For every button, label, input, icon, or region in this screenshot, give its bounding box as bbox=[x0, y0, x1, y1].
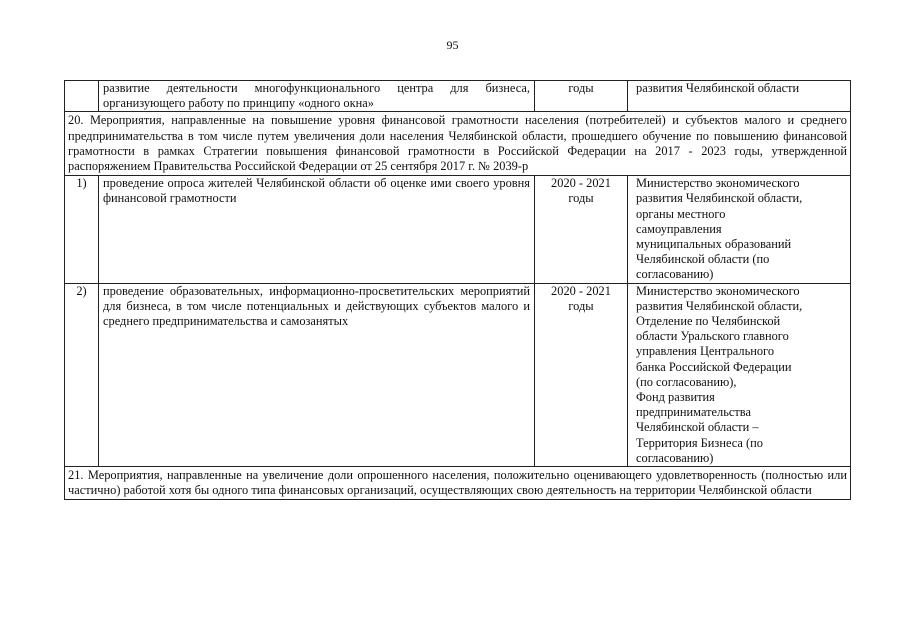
measure-description: проведение образовательных, информационно-просветительских мероприятий для бизнеса, в том числе потенциальных и действующих субъектов малого и среднего предпринимательства и самозанятых bbox=[99, 283, 535, 466]
executor-line: муниципальных образований bbox=[636, 237, 792, 252]
executor-line: Территория Бизнеса (по bbox=[636, 435, 763, 450]
executor-line: согласованию) bbox=[636, 267, 714, 282]
measure-period bbox=[535, 283, 628, 466]
executor-line: (по согласованию), bbox=[636, 374, 737, 389]
executor-line: развития Челябинской области, bbox=[636, 191, 803, 206]
section-heading-row bbox=[65, 112, 851, 176]
executor-line: самоуправления bbox=[636, 221, 722, 236]
executor-line: управления Центрального bbox=[636, 344, 775, 359]
executor-line: предпринимательства bbox=[636, 405, 751, 420]
measure-executor bbox=[628, 176, 851, 283]
executor-line: Отделение по Челябинской bbox=[636, 314, 781, 329]
executor-line: Челябинской области – bbox=[636, 420, 759, 435]
section-heading-row bbox=[65, 467, 851, 500]
period-years: 2020 - 2021 bbox=[551, 176, 611, 191]
executor-line: банка Российской Федерации bbox=[636, 359, 792, 374]
table-row bbox=[65, 283, 851, 466]
page-number: 95 bbox=[446, 38, 459, 52]
row-number: 1) bbox=[65, 176, 99, 283]
section-20-heading: 20. Мероприятия, направленные на повышение уровня финансовой грамотности населения (потребителей) и субъектов малого и среднего предпринимательства в том числе путем увеличения доли населения Челябинской области, прошедшего обучение по повышению финансовой грамотности в рамках Стратегии повышения финансовой грамотности в Российской Федерации на 2017 - 2023 годы, утвержденной распоряжением Правительства Российской Федерации от 25 сентября 2017 г. № 2039-р bbox=[65, 112, 851, 176]
executor-line: Фонд развития bbox=[636, 390, 715, 405]
section-21-heading: 21. Мероприятия, направленные на увеличение доли опрошенного населения, положительно оценивающего удовлетворенность (полностью или частично) работой хотя бы одного типа финансовых организаций, осуществляющих свою деятельность на территории Челябинской области bbox=[65, 467, 851, 500]
table-row bbox=[65, 176, 851, 283]
executor-line: Челябинской области (по bbox=[636, 252, 770, 267]
executor-line: области Уральского главного bbox=[636, 329, 789, 344]
table-row-continuation bbox=[65, 81, 851, 112]
executor-line: согласованию) bbox=[636, 450, 714, 465]
measure-description: проведение опроса жителей Челябинской области об оценке ими своего уровня финансовой грамотности bbox=[99, 176, 535, 283]
period-label: годы bbox=[568, 298, 594, 313]
measure-description: развитие деятельности многофункционального центра для бизнеса, организующего работу по принципу «одного окна» bbox=[99, 81, 535, 112]
measures-table bbox=[64, 80, 851, 500]
executor-line: развития Челябинской области, bbox=[636, 298, 803, 313]
measure-executor: развития Челябинской области bbox=[628, 81, 851, 112]
period-years: 2020 - 2021 bbox=[551, 283, 611, 298]
row-number: 2) bbox=[65, 283, 99, 466]
executor-line: органы местного bbox=[636, 206, 726, 221]
period-label: годы bbox=[568, 191, 594, 206]
executor-line: Министерство экономического bbox=[636, 176, 800, 191]
executor-line: Министерство экономического bbox=[636, 283, 800, 298]
measure-period bbox=[535, 176, 628, 283]
measure-period: годы bbox=[535, 81, 628, 112]
num-cell-empty bbox=[65, 81, 99, 112]
measure-executor bbox=[628, 283, 851, 466]
